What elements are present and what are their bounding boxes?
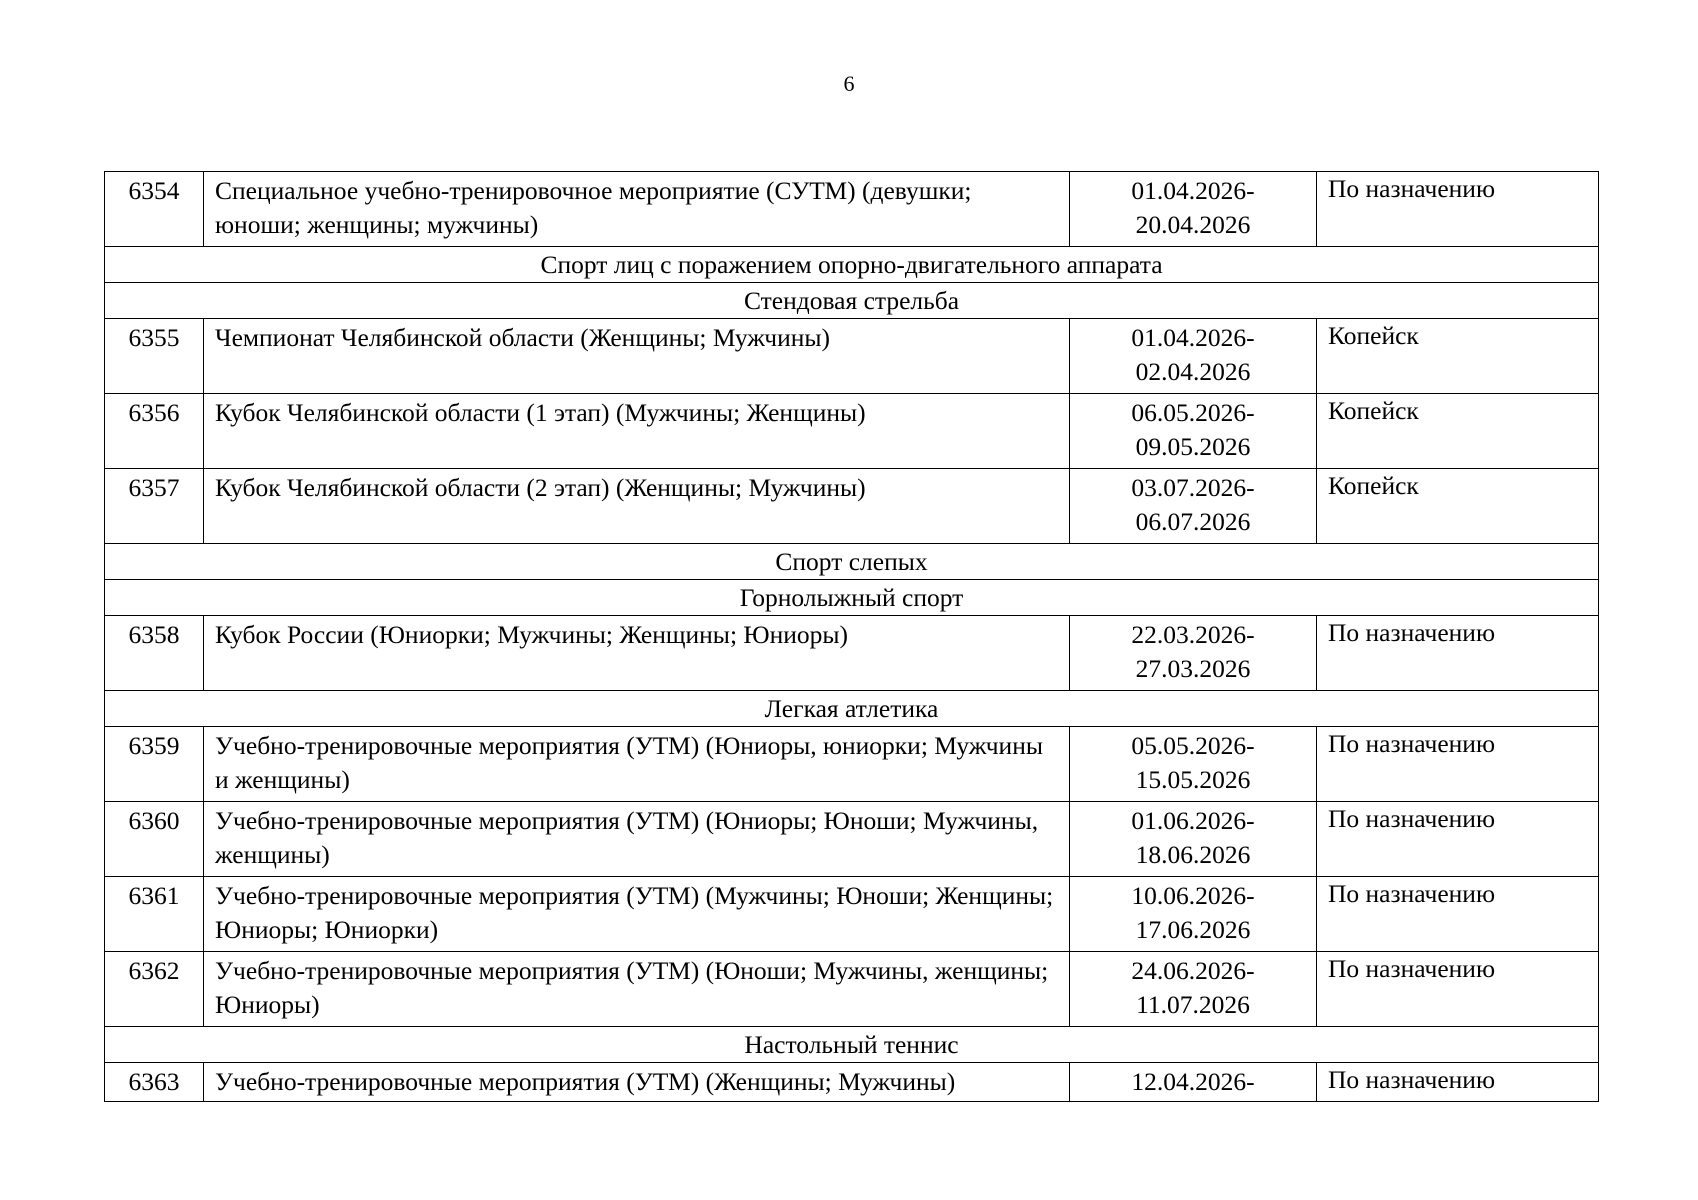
date-end: 11.07.2026 <box>1136 990 1250 1019</box>
event-name: Учебно-тренировочные мероприятия (УТМ) (Юниоры; Юноши; Мужчины, женщины) <box>204 802 1070 877</box>
event-number: 6362 <box>105 952 204 1027</box>
section-title: Стендовая стрельба <box>105 283 1599 319</box>
date-start: 03.07.2026- <box>1131 473 1255 502</box>
event-place: По назначению <box>1317 952 1599 1027</box>
event-place: По назначению <box>1317 877 1599 952</box>
date-end: 15.05.2026 <box>1135 765 1251 794</box>
event-name: Кубок Челябинской области (2 этап) (Женщины; Мужчины) <box>204 469 1070 544</box>
date-end: 17.06.2026 <box>1135 915 1251 944</box>
event-number: 6361 <box>105 877 204 952</box>
table-row <box>105 952 1599 1027</box>
section-row <box>105 283 1599 319</box>
table-row <box>105 469 1599 544</box>
date-start: 06.05.2026- <box>1131 398 1255 427</box>
date-start: 22.03.2026- <box>1131 620 1255 649</box>
event-number: 6363 <box>105 1063 204 1102</box>
date-end: 09.05.2026 <box>1135 432 1251 461</box>
section-title: Спорт слепых <box>105 544 1599 580</box>
event-place: По назначению <box>1317 616 1599 691</box>
table-row <box>105 394 1599 469</box>
event-dates <box>1070 616 1317 691</box>
page-number: 6 <box>843 71 855 96</box>
date-start: 12.04.2026- <box>1131 1067 1255 1096</box>
date-end: 27.03.2026 <box>1135 654 1251 683</box>
event-number: 6359 <box>105 727 204 802</box>
event-dates <box>1070 1063 1317 1102</box>
event-name: Учебно-тренировочные мероприятия (УТМ) (Юноши; Мужчины, женщины; Юниоры) <box>204 952 1070 1027</box>
event-place: По назначению <box>1317 802 1599 877</box>
table-row <box>105 172 1599 247</box>
date-end: 20.04.2026 <box>1135 210 1251 239</box>
event-number: 6357 <box>105 469 204 544</box>
event-name: Кубок Челябинской области (1 этап) (Мужчины; Женщины) <box>204 394 1070 469</box>
section-title: Горнолыжный спорт <box>105 580 1599 616</box>
section-title: Легкая атлетика <box>105 691 1599 727</box>
event-dates <box>1070 877 1317 952</box>
section-row <box>105 544 1599 580</box>
date-start: 05.05.2026- <box>1131 731 1255 760</box>
date-end: 18.06.2026 <box>1135 840 1251 869</box>
date-start: 01.04.2026- <box>1131 176 1255 205</box>
section-title: Настольный теннис <box>105 1027 1599 1063</box>
date-start: 01.04.2026- <box>1131 323 1255 352</box>
date-end: 02.04.2026 <box>1135 357 1251 386</box>
event-dates <box>1070 727 1317 802</box>
table-row <box>105 727 1599 802</box>
section-row <box>105 1027 1599 1063</box>
section-title: Спорт лиц с поражением опорно-двигательного аппарата <box>105 247 1599 283</box>
table-row <box>105 616 1599 691</box>
section-row <box>105 580 1599 616</box>
event-number: 6354 <box>105 172 204 247</box>
table-row <box>105 319 1599 394</box>
section-row <box>105 247 1599 283</box>
date-start: 24.06.2026- <box>1131 956 1255 985</box>
event-name: Специальное учебно-тренировочное мероприятие (СУТМ) (девушки; юноши; женщины; мужчины) <box>204 172 1070 247</box>
event-name: Учебно-тренировочные мероприятия (УТМ) (Юниоры, юниорки; Мужчины и женщины) <box>204 727 1070 802</box>
event-place: Копейск <box>1317 394 1599 469</box>
event-name: Кубок России (Юниорки; Мужчины; Женщины; Юниоры) <box>204 616 1070 691</box>
date-end: 06.07.2026 <box>1135 507 1251 536</box>
event-place: По назначению <box>1317 172 1599 247</box>
events-table <box>104 171 1599 1102</box>
event-name: Учебно-тренировочные мероприятия (УТМ) (Женщины; Мужчины) <box>204 1063 1070 1102</box>
section-row <box>105 691 1599 727</box>
event-place: Копейск <box>1317 469 1599 544</box>
date-start: 10.06.2026- <box>1131 881 1255 910</box>
event-place: По назначению <box>1317 727 1599 802</box>
event-number: 6358 <box>105 616 204 691</box>
event-dates <box>1070 394 1317 469</box>
event-dates <box>1070 469 1317 544</box>
date-start: 01.06.2026- <box>1131 806 1255 835</box>
event-place: Копейск <box>1317 319 1599 394</box>
table-row <box>105 802 1599 877</box>
table-row <box>105 1063 1599 1102</box>
event-name: Чемпионат Челябинской области (Женщины; Мужчины) <box>204 319 1070 394</box>
table-row <box>105 877 1599 952</box>
event-dates <box>1070 319 1317 394</box>
event-number: 6360 <box>105 802 204 877</box>
event-dates <box>1070 172 1317 247</box>
event-number: 6355 <box>105 319 204 394</box>
event-place: По назначению <box>1317 1063 1599 1102</box>
event-dates <box>1070 802 1317 877</box>
event-dates <box>1070 952 1317 1027</box>
event-number: 6356 <box>105 394 204 469</box>
event-name: Учебно-тренировочные мероприятия (УТМ) (Мужчины; Юноши; Женщины; Юниоры; Юниорки) <box>204 877 1070 952</box>
